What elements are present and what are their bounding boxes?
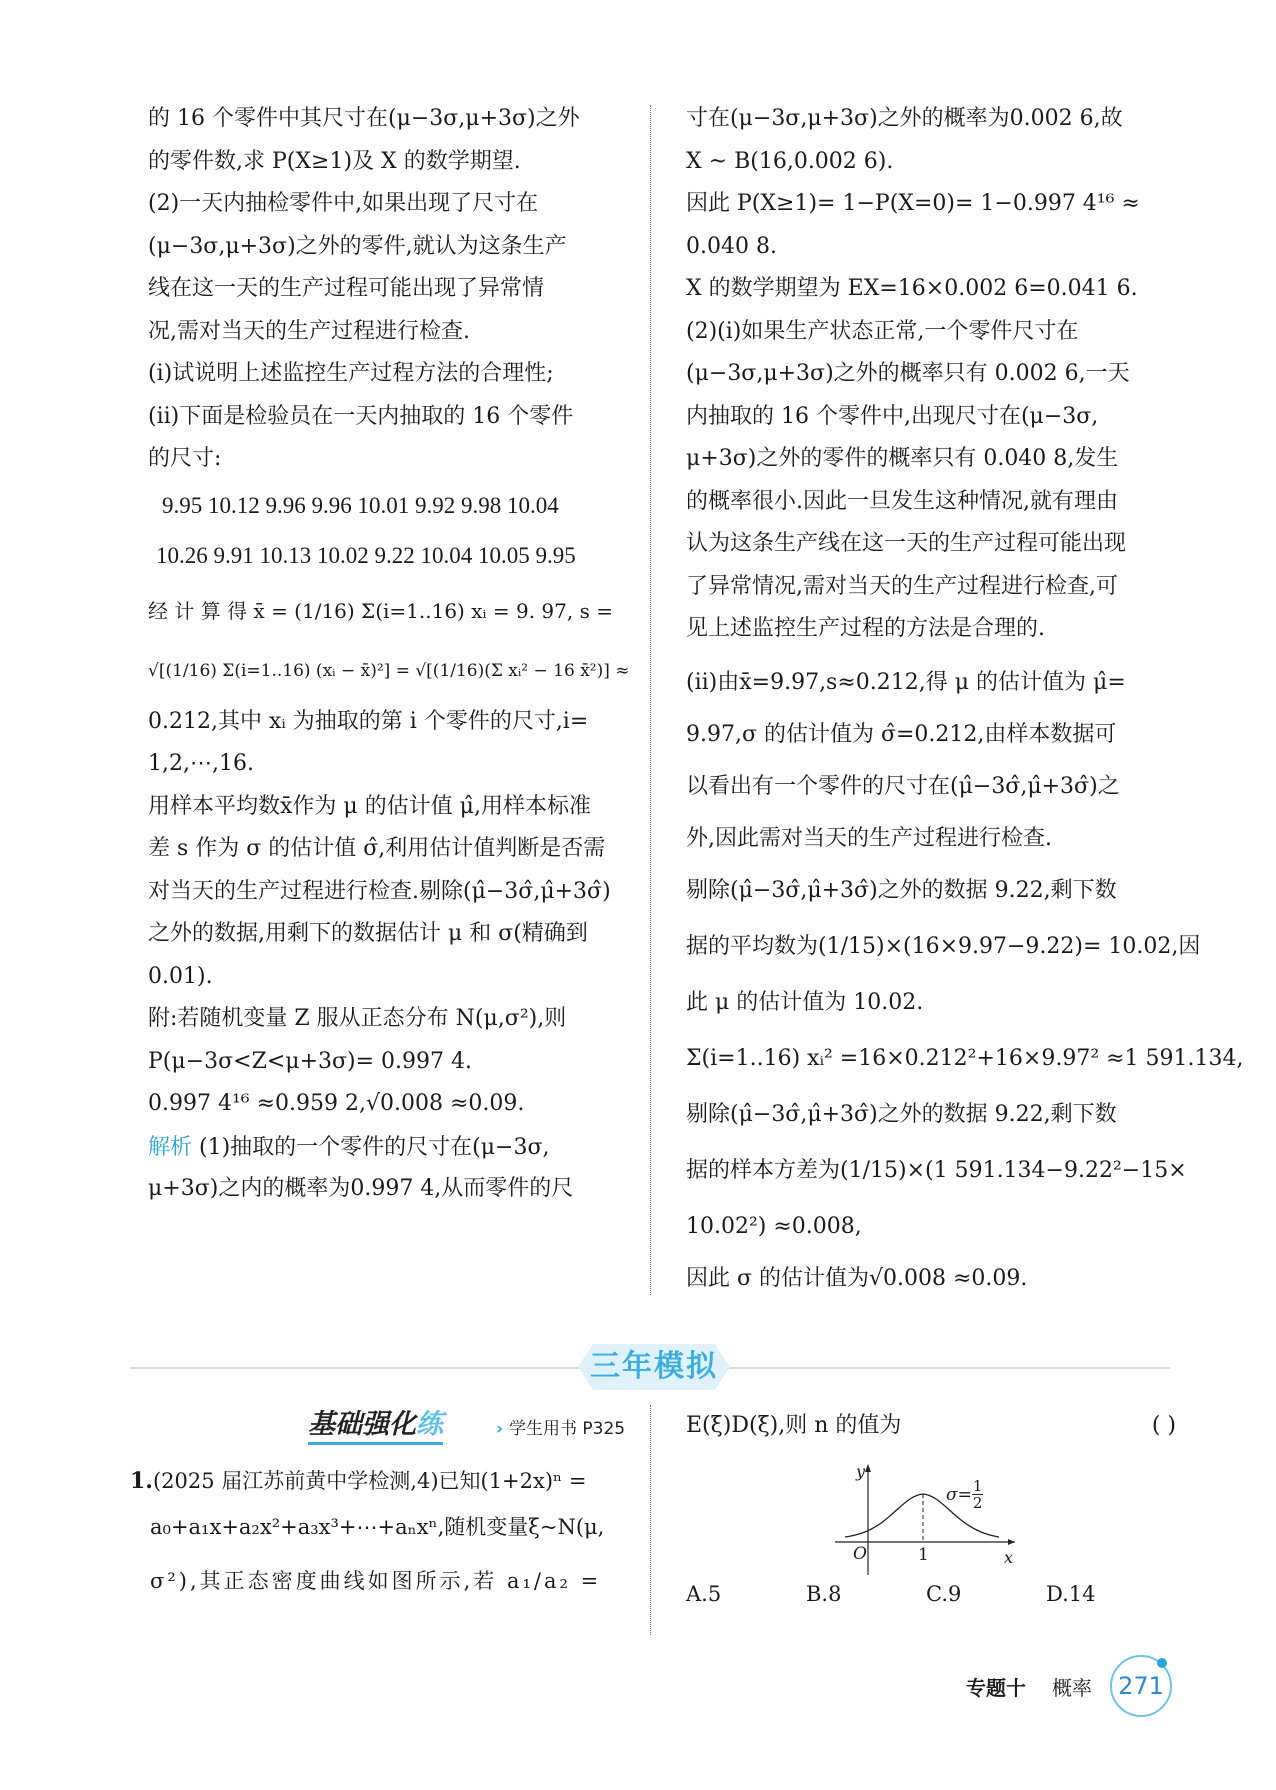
sigma-annotation [946, 1478, 983, 1511]
text-line: 0.01). [148, 963, 213, 989]
appendix-line: 附:若随机变量 Z 服从正态分布 N(μ,σ²),则 [148, 1006, 567, 1031]
text-line: (μ−3σ,μ+3σ)之外的零件,就认为这条生产 [148, 233, 567, 259]
text-line: 外,因此需对当天的生产过程进行检查. [686, 825, 1052, 851]
text-line: 剔除(μ̂−3σ̂,μ̂+3σ̂)之外的数据 9.22,剩下数 [686, 1101, 1117, 1127]
question-1 [130, 1458, 635, 1612]
question-number: 1. [130, 1468, 153, 1494]
text-line: (ⅱ)由x̄=9.97,s≈0.212,得 μ 的估计值为 μ̂= [686, 669, 1126, 695]
text-line: 用样本平均数x̄作为 μ 的估计值 μ̂,用样本标准 [148, 793, 591, 819]
text-line: (2)(ⅰ)如果生产状态正常,一个零件尺寸在 [686, 318, 1079, 344]
sample-data-row-2: 10.26 9.91 10.13 10.02 9.22 10.04 10.05 9.95 [156, 542, 576, 568]
origin-label: O [853, 1544, 867, 1564]
text-line: μ+3σ)之内的概率为0.997 4,从而零件的尺 [148, 1176, 574, 1201]
page-dot-icon [1157, 1658, 1167, 1668]
text-line: 之外的数据,用剩下的数据估计 μ 和 σ(精确到 [148, 921, 588, 946]
option-d[interactable]: D.14 [1046, 1582, 1096, 1606]
text-line: 此 μ 的估计值为 10.02. [686, 989, 924, 1015]
sigma-numerator: 1 [972, 1477, 983, 1495]
text-line: 9.97,σ 的估计值为 σ̂=0.212,由样本数据可 [686, 721, 1117, 747]
left-column [148, 98, 633, 1211]
formula-stddev: √[(1/16) Σ(i=1..16) (xᵢ − x̄)²] = √[(1/16)(Σ xᵢ² − 16 x̄²)] ≈ [148, 660, 630, 681]
text-line: (μ−3σ,μ+3σ)之外的概率只有 0.002 6,一天 [686, 361, 1130, 386]
text-line: 以看出有一个零件的尺寸在(μ̂−3σ̂,μ̂+3σ̂)之 [686, 773, 1120, 799]
column-divider-bottom [650, 1405, 651, 1635]
text-line: 据的平均数为(1/15)×(16×9.97−9.22)= 10.02,因 [686, 933, 1201, 959]
question-text: (2025 届江苏前黄中学检测,4)已知(1+2x)ⁿ = [152, 1469, 587, 1493]
footer-topic: 概率 [1052, 1676, 1092, 1700]
text-line: 因此 P(X≥1)= 1−P(X=0)= 1−0.997 4¹⁶ ≈ [686, 191, 1140, 216]
text-line: 的尺寸: [148, 446, 222, 471]
answer-blank[interactable]: ( ) [1151, 1413, 1176, 1438]
question-1-continuation [686, 1405, 1176, 1447]
y-axis-arrow-icon [865, 1464, 871, 1472]
text-line: 0.040 8. [686, 233, 777, 259]
footer-chapter: 专题十 [966, 1676, 1026, 1700]
subsection-title-main: 基础强化 [308, 1409, 416, 1440]
analysis-line [148, 1126, 633, 1169]
text-line: X ~ B(16,0.002 6). [686, 148, 894, 174]
tick-label: 1 [918, 1545, 929, 1565]
subsection-title-accent: 练 [416, 1409, 443, 1440]
separator-line-left [130, 1367, 580, 1369]
question-line-1 [130, 1458, 635, 1504]
text-line: 认为这条生产线在这一天的生产过程可能出现 [686, 531, 1127, 556]
text-line: 对当天的生产过程进行检查.剔除(μ̂−3σ̂,μ̂+3σ̂) [148, 878, 611, 904]
text-line: 寸在(μ−3σ,μ+3σ)之外的概率为0.002 6,故 [686, 106, 1123, 131]
text-line: 见上述监控生产过程的方法是合理的. [686, 616, 1045, 641]
text-line: 0.212,其中 xᵢ 为抽取的第 i 个零件的尺寸,i= [148, 708, 589, 734]
student-book-ref [496, 1414, 625, 1439]
x-axis-label: x [1004, 1548, 1014, 1567]
text-line: 剔除(μ̂−3σ̂,μ̂+3σ̂)之外的数据 9.22,剩下数 [686, 877, 1117, 903]
sigma-denominator: 2 [972, 1494, 983, 1512]
column-divider [650, 105, 651, 1295]
text-line: 线在这一天的生产过程可能出现了异常情 [148, 276, 545, 301]
text-line: 的 16 个零件中其尺寸在(μ−3σ,μ+3σ)之外 [148, 106, 580, 131]
option-c[interactable]: C.9 [926, 1582, 962, 1606]
text-line: 了异常情况,需对当天的生产过程进行检查,可 [686, 573, 1118, 599]
analysis-label: 解析 [148, 1133, 193, 1159]
text-line: 的零件数,求 P(X≥1)及 X 的数学期望. [148, 148, 521, 174]
sample-data-row-1: 9.95 10.12 9.96 9.96 10.01 9.92 9.98 10.04 [162, 492, 559, 518]
sigma-label: σ= [946, 1484, 972, 1505]
ref-text: 学生用书 P325 [509, 1419, 626, 1439]
text-line: (2)一天内抽检零件中,如果出现了尺寸在 [148, 191, 539, 216]
page-number: 271 [1110, 1655, 1172, 1717]
answer-options [686, 1582, 1166, 1606]
section-banner-label: 三年模拟 [590, 1349, 718, 1384]
text-line: μ+3σ)之外的零件的概率只有 0.040 8,发生 [686, 446, 1119, 471]
text-line: 10.02²) ≈0.008, [686, 1213, 862, 1239]
y-axis-label: y [856, 1462, 866, 1481]
formula-sum-squares: Σ(i=1..16) xᵢ² =16×0.212²+16×9.97² ≈1 591.134, [686, 1045, 1244, 1071]
chevron-right-icon: › [496, 1419, 504, 1439]
text-line: 1,2,⋯,16. [148, 751, 254, 776]
appendix-line: P(μ−3σ<Z<μ+3σ)= 0.997 4. [148, 1048, 473, 1074]
formula-mean: 经 计 算 得 x̄ = (1/16) Σ(i=1..16) xᵢ = 9. 97, s = [148, 598, 613, 623]
text-line: 因此 σ 的估计值为√0.008 ≈0.09. [686, 1265, 1028, 1291]
text-line: (ⅰ)试说明上述监控生产过程方法的合理性; [148, 361, 554, 386]
text-line: 内抽取的 16 个零件中,出现尺寸在(μ−3σ, [686, 403, 1099, 429]
x-axis-arrow-icon [1008, 1539, 1015, 1545]
question-line-2: a₀+a₁x+a₂x²+a₃x³+⋯+aₙxⁿ,随机变量ξ~N(μ, [150, 1515, 605, 1539]
text-line: 据的样本方差为(1/15)×(1 591.134−9.22²−15× [686, 1157, 1187, 1183]
text-line: (ⅱ)下面是检验员在一天内抽取的 16 个零件 [148, 403, 574, 429]
text-line: 况,需对当天的生产过程进行检查. [148, 318, 470, 344]
subsection-title [308, 1408, 443, 1445]
question-continuation: E(ξ)D(ξ),则 n 的值为 [686, 1413, 902, 1438]
analysis-text: (1)抽取的一个零件的尺寸在(μ−3σ, [192, 1134, 550, 1160]
appendix-line: 0.997 4¹⁶ ≈0.959 2,√0.008 ≈0.09. [148, 1091, 525, 1116]
text-line: 差 s 作为 σ 的估计值 σ̂,利用估计值判断是否需 [148, 836, 606, 861]
right-column [686, 98, 1244, 1305]
separator-line-right [728, 1367, 1170, 1369]
text-line: X 的数学期望为 EX=16×0.002 6=0.041 6. [686, 276, 1138, 301]
text-line: 的概率很小.因此一旦发生这种情况,就有理由 [686, 488, 1118, 514]
question-line-3: σ²),其正态密度曲线如图所示,若 a₁/a₂ = [150, 1569, 602, 1593]
option-a[interactable]: A.5 [686, 1582, 722, 1606]
option-b[interactable]: B.8 [806, 1582, 842, 1606]
